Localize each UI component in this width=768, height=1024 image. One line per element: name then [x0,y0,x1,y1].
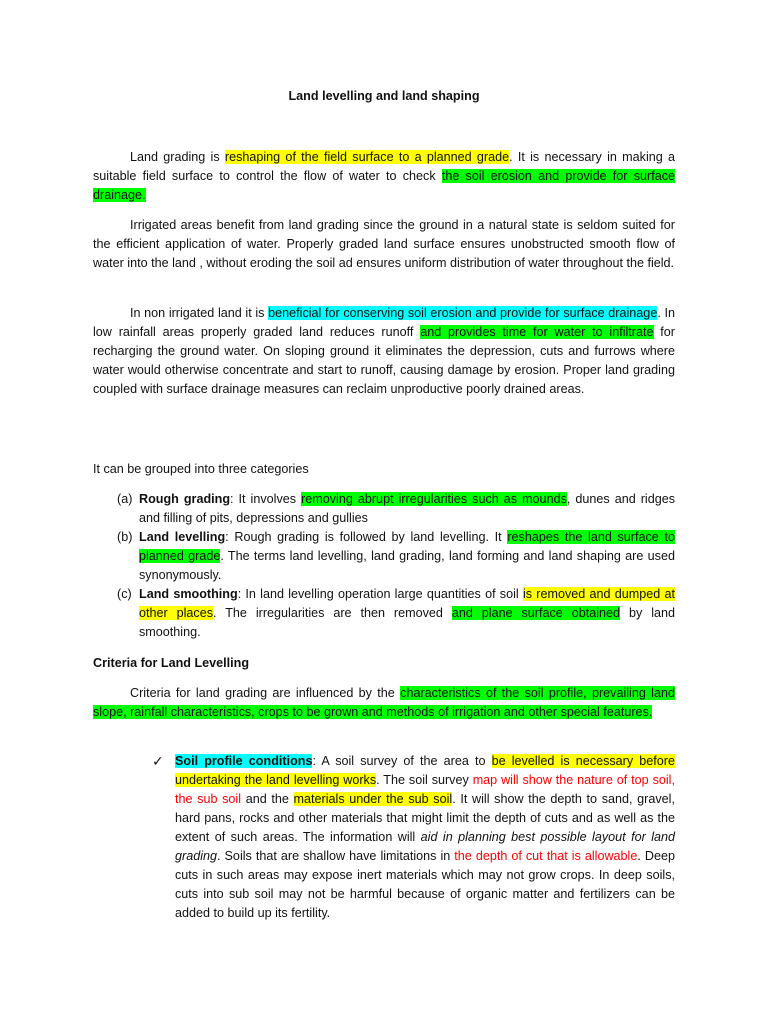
text-run: In non irrigated land it is [130,306,269,320]
highlight-green: reshapes the land surface to planned grade [139,530,675,563]
criteria-paragraph [93,684,675,722]
highlight-yellow: materials under the sub soil [293,792,453,806]
text-run: , dunes and ridges and filling of pits, depressions and gullies [139,492,676,525]
checkmark-icon: ✓ [152,753,164,769]
red-text: the depth of cut that is allowable [454,849,638,863]
text-run: Land grading is [130,150,225,164]
highlight-green: and plane surface obtained [451,606,621,620]
highlight-green: the soil erosion and provide for surface drainage. [93,169,675,202]
list-item [117,585,675,642]
irrigated-paragraph: Irrigated areas benefit from land grading since the ground in a natural state is seldom suited for the efficient application of water. Properly graded land surface ensures unobstructed smooth flow of water into the land , without eroding the soil ad ensures uniform distribution of water throughout the field. [93,218,675,270]
highlight-green: and provides time for water to infiltrate [420,325,654,339]
list-marker: (b) [117,530,133,544]
intro-paragraph [93,148,675,205]
text-run: . It is necessary in making a suitable field surface to control the flow of water to check [93,150,676,183]
text-run: for recharging the ground water. On sloping ground it eliminates the depression, cuts and furrows where water would otherwise concentrate and start to runoff, causing damage by erosion. Proper land grading coupled with surface drainage measures can reclaim unproductive poorly drained areas. [93,325,675,396]
text-run: by land smoothing. [139,606,675,639]
text-run: . In low rainfall areas properly graded land reduces runoff [93,306,675,339]
soil-profile-text [175,752,675,923]
non-irrigated-paragraph [93,304,675,399]
text-run: . It will show the depth to sand, gravel, hard pans, rocks and other materials that might limit the depth of cuts and as well as the extent of such areas. The information will [175,792,675,844]
text-run: : In land levelling operation large quantities of soil [237,587,523,601]
text-run: : A soil survey of the area to [312,754,492,768]
term: Rough grading [139,492,231,506]
highlight-green: removing abrupt irregularities such as mounds [301,492,567,506]
highlight-yellow: reshaping of the field surface to a planned grade [224,150,510,164]
criteria-heading: Criteria for Land Levelling [93,656,250,670]
text-run: Criteria for land grading are influenced by the [130,686,401,700]
highlight-yellow: be levelled is necessary before undertaking the land levelling works [175,754,675,787]
text-run: : Rough grading is followed by land levelling. It [225,530,508,544]
category-list [117,490,675,642]
highlight-cyan: beneficial for conserving soil erosion and provide for surface drainage [268,306,658,320]
text-run: . The soil survey [376,773,473,787]
soil-profile-item [152,752,675,923]
highlight-yellow: is removed and dumped at other places [139,587,675,620]
text-run: . The irregularities are then removed [213,606,452,620]
text-run: and the [241,792,294,806]
italic-text: aid in planning best possible layout for land grading [175,830,676,863]
list-marker: (a) [117,492,133,506]
list-item [117,528,675,585]
text-run: . The terms land levelling, land grading, land forming and land shaping are used synonymously. [139,549,675,582]
text-run: : It involves [230,492,302,506]
term: Soil profile conditions [175,754,313,768]
term: Land smoothing [139,587,238,601]
text-run: . Deep cuts in such areas may expose inert materials which may not grow crops. In deep soils, cuts into sub soil may not be harmful because of organic matter and fertilizers can be added to build up its fertility. [175,849,675,920]
document-title: Land levelling and land shaping [288,89,480,103]
grouped-intro: It can be grouped into three categories [93,462,309,476]
list-marker: (c) [117,587,132,601]
highlight-green: characteristics of the soil profile, prevailing land slope, rainfall characteristics, crops to be grown and methods of irrigation and other special features. [93,686,675,719]
red-text: map will show the nature of top soil, the sub soil [175,773,675,806]
list-item [117,490,675,528]
term: Land levelling [139,530,226,544]
text-run: . Soils that are shallow have limitations in [217,849,455,863]
